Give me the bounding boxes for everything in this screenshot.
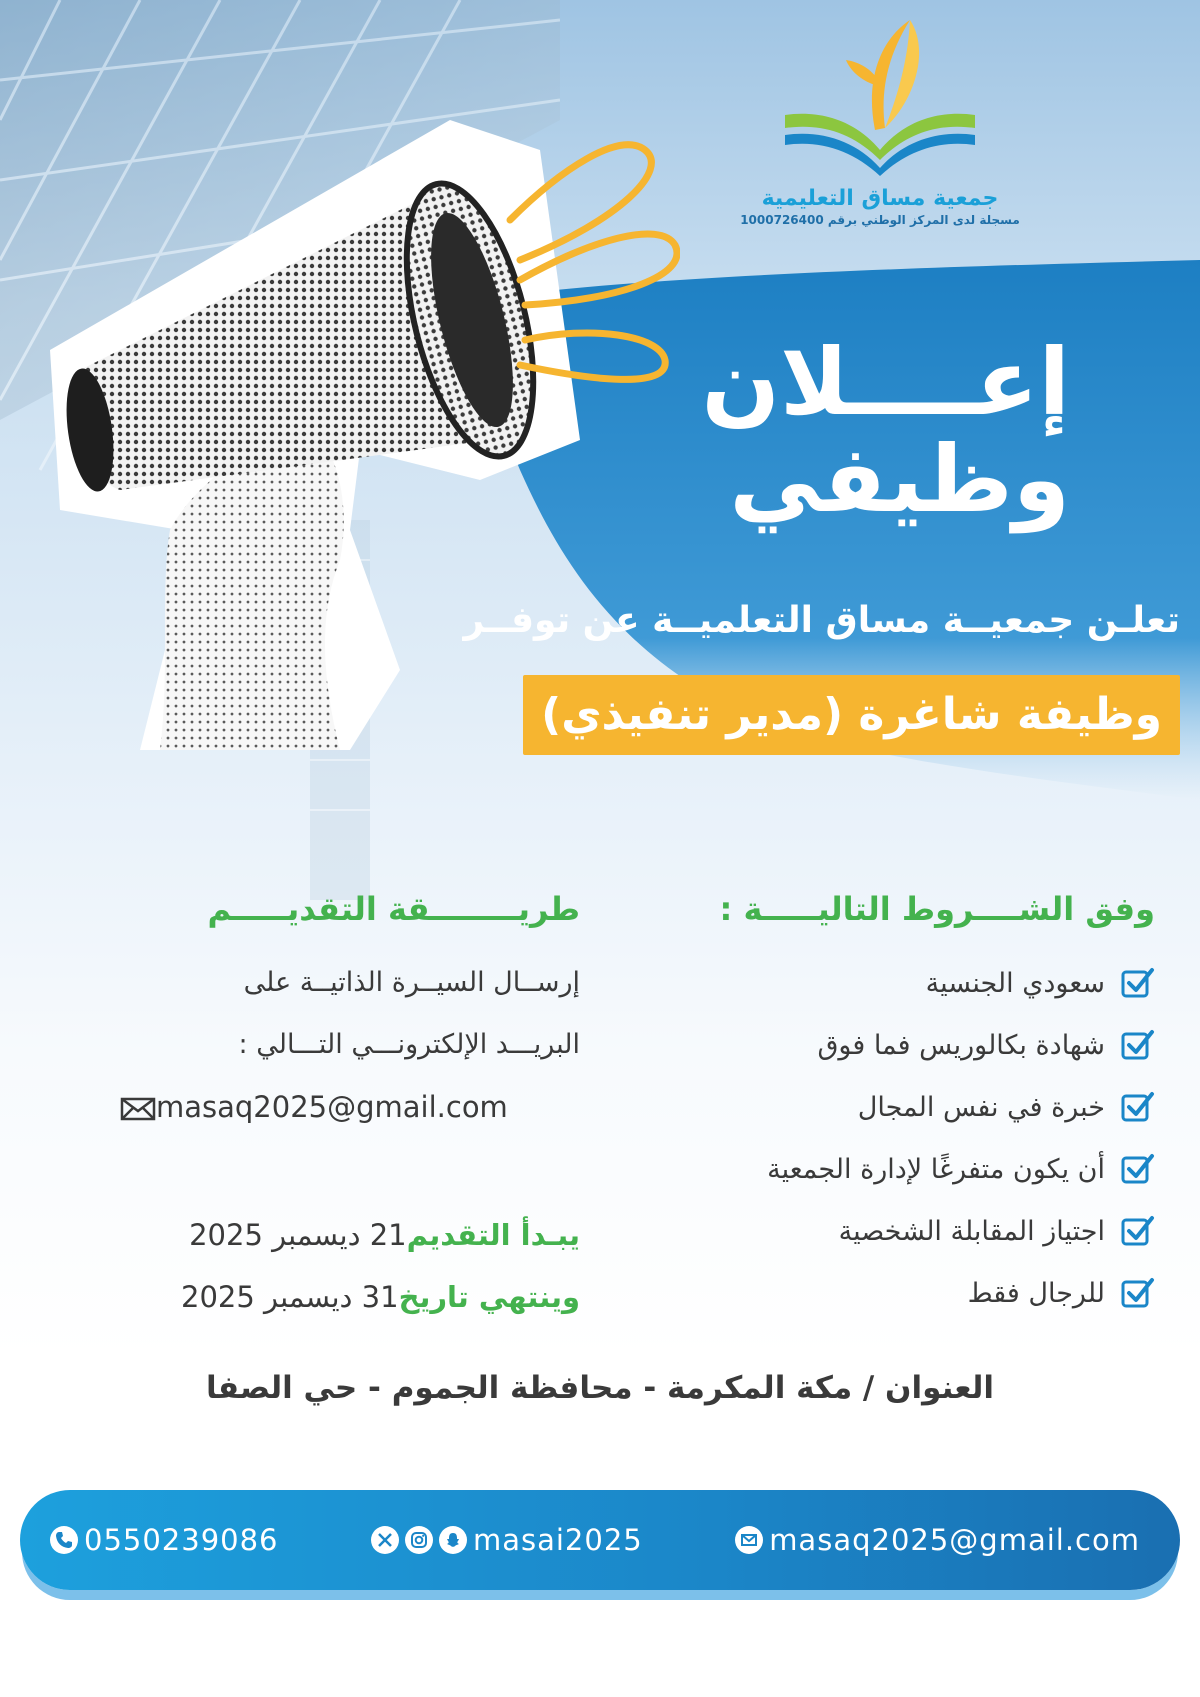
apply-email-text: masaq2025@gmail.com [156, 1090, 508, 1124]
contact-email-text: masaq2025@gmail.com [769, 1523, 1140, 1557]
contact-social-handle: masai2025 [472, 1523, 643, 1557]
checkbox-checked-icon [1121, 966, 1155, 1000]
condition-item [665, 1200, 1155, 1262]
conditions-list [665, 952, 1155, 1324]
condition-item [665, 1138, 1155, 1200]
checkbox-checked-icon [1121, 1276, 1155, 1310]
x-icon [371, 1526, 399, 1554]
envelope-icon [120, 1097, 156, 1121]
condition-text: أن يكون متفرغًا لإدارة الجمعية [767, 1153, 1105, 1185]
apply-instruction-line1: إرســال السيــرة الذاتيــة على [243, 967, 580, 998]
condition-item [665, 1014, 1155, 1076]
condition-text: خبرة في نفس المجال [857, 1091, 1105, 1123]
contact-social[interactable] [371, 1523, 643, 1557]
headline [701, 329, 1070, 533]
condition-text: سعودي الجنسية [925, 967, 1105, 999]
apply-email[interactable] [120, 1076, 580, 1138]
checkbox-checked-icon [1121, 1028, 1155, 1062]
condition-item [665, 1076, 1155, 1138]
snapchat-icon [439, 1526, 467, 1554]
organization-name: جمعية مساق التعليمية [761, 186, 999, 211]
apply-title: طريــــــــقة التقديـــــم [207, 890, 580, 928]
condition-item [665, 1262, 1155, 1324]
megaphone-illustration [20, 110, 680, 750]
end-date-value: 31 ديسمبر 2025 [181, 1280, 399, 1314]
address: العنوان / مكة المكرمة - محافظة الجموم - حي الصفا [206, 1370, 994, 1406]
checkbox-checked-icon [1121, 1152, 1155, 1186]
start-date-value: 21 ديسمبر 2025 [189, 1218, 407, 1252]
end-date-row [120, 1266, 580, 1328]
phone-icon [50, 1526, 78, 1554]
apply-instruction-line2: البريـــد الإلكترونـــي التـــالي : [238, 1029, 580, 1060]
contact-phone[interactable] [50, 1523, 279, 1557]
headline-announcement: إعــــلان [701, 329, 1070, 436]
checkbox-checked-icon [1121, 1090, 1155, 1124]
condition-text: اجتياز المقابلة الشخصية [838, 1215, 1105, 1247]
contact-phone-text: 0550239086 [84, 1523, 279, 1557]
conditions-section [665, 890, 1155, 1324]
intro-text: تعلـن جمعيــة مساق التعلميــة عن توفــر [463, 600, 1180, 641]
contact-bar [20, 1490, 1180, 1590]
book-quill-icon [780, 10, 980, 180]
contact-email[interactable] [735, 1523, 1140, 1557]
vacancy-banner: وظيفة شاغرة (مدير تنفيذي) [523, 675, 1180, 755]
headline-job: وظيفي [729, 425, 1070, 533]
checkbox-checked-icon [1121, 1214, 1155, 1248]
mail-icon [735, 1526, 763, 1554]
condition-text: شهادة بكالوريس فما فوق [817, 1029, 1105, 1061]
organization-logo [740, 10, 1020, 260]
instagram-icon [405, 1526, 433, 1554]
organization-registration: مسجلة لدى المركز الوطني برقم 1000726400 [740, 213, 1020, 227]
application-dates [120, 1204, 580, 1328]
end-date-label: وينتهي تاريخ [398, 1280, 580, 1314]
start-date-label: يبـدأ التقديم [406, 1218, 580, 1252]
apply-section [120, 890, 580, 1328]
start-date-row [120, 1204, 580, 1266]
condition-text: للرجال فقط [967, 1277, 1105, 1309]
condition-item [665, 952, 1155, 1014]
conditions-title: وفق الشــــروط التاليـــــة : [719, 890, 1155, 928]
